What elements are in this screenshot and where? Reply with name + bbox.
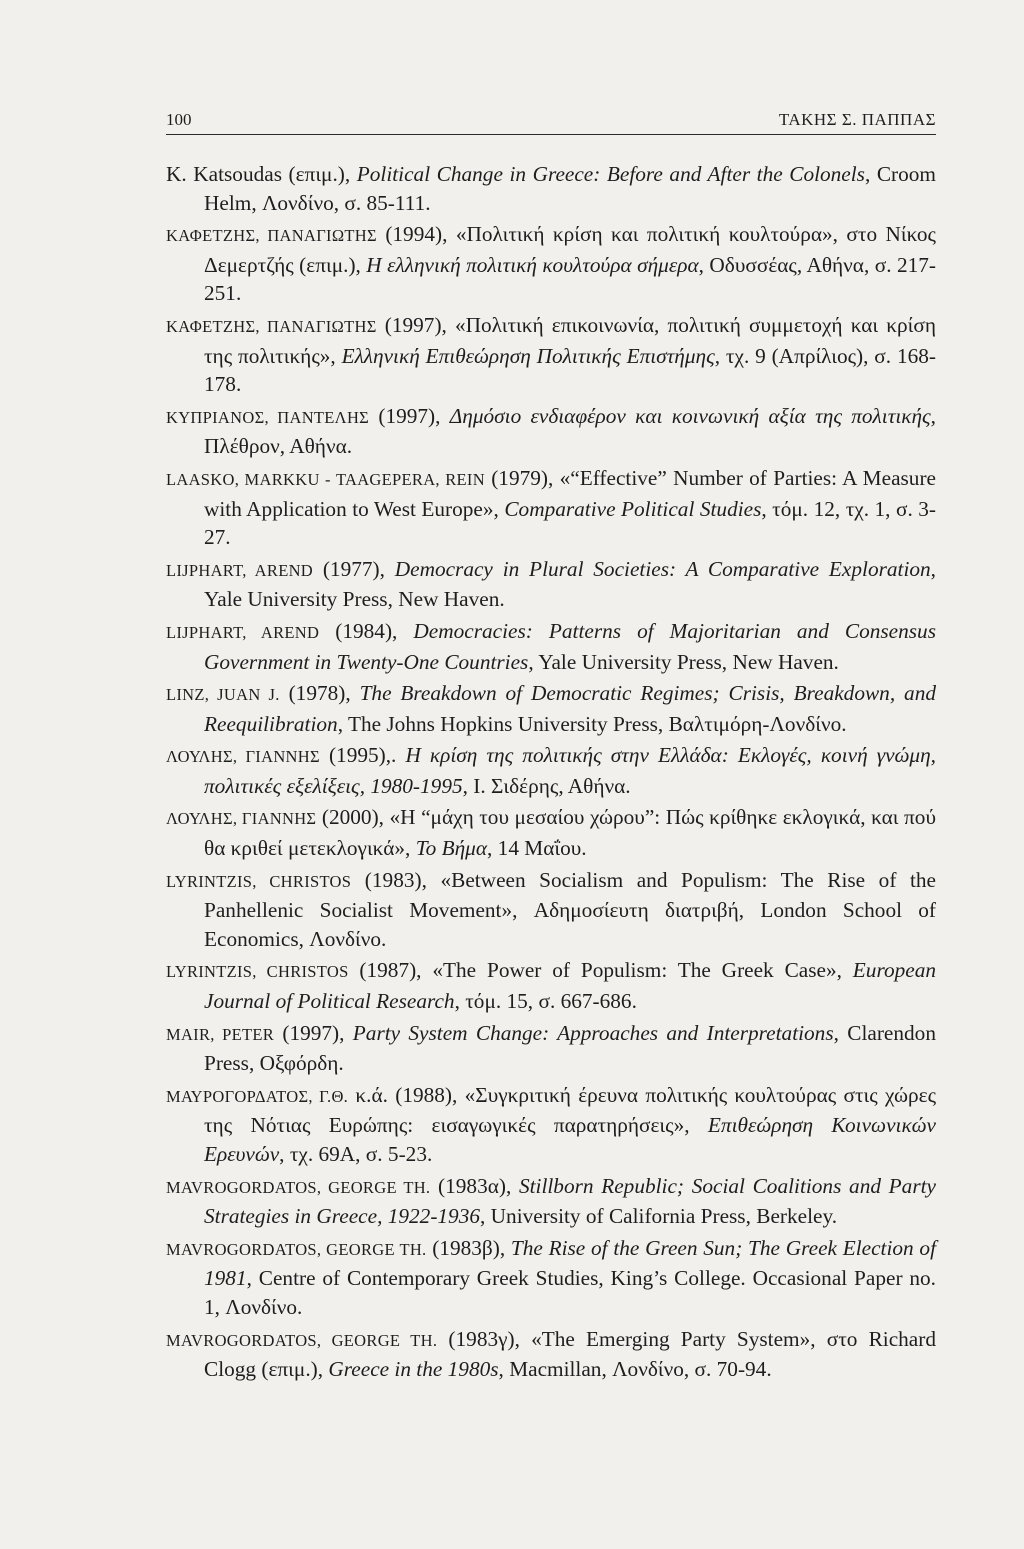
reference-text: , τόμ. 15, σ. 667-686. bbox=[454, 989, 637, 1014]
reference-text: (1997), bbox=[369, 403, 450, 428]
reference-text: , τχ. 9 (Απρίλιος), σ. 168-178. bbox=[204, 343, 936, 397]
reference-title: Party System Change: Approaches and Interpretations bbox=[352, 1020, 834, 1045]
reference-list bbox=[166, 160, 936, 1387]
reference-text: (1995),. bbox=[319, 743, 406, 768]
reference-text: , Ι. Σιδέρης, Αθήνα. bbox=[462, 773, 631, 798]
reference-entry bbox=[166, 741, 936, 800]
reference-entry bbox=[166, 402, 936, 461]
reference-title: Democracy in Plural Societies: A Comparative Exploration bbox=[394, 556, 931, 581]
running-title: ΤΑΚΗΣ Σ. ΠΑΠΠΑΣ bbox=[778, 110, 936, 129]
reference-text: , 14 Μαΐου. bbox=[487, 836, 587, 861]
reference-title: Democracies: Patterns of Majoritarian and Consensus Government in Twenty-One Countries bbox=[204, 618, 936, 674]
reference-text: , Οδυσσέας, Αθήνα, σ. 217-251. bbox=[204, 252, 936, 306]
reference-title: Comparative Political Studies bbox=[504, 496, 762, 521]
reference-author: ΚΥΠΡΙΑΝΟΣ, ΠΑΝΤΕΛΗΣ bbox=[166, 407, 370, 427]
reference-text: , Yale University Press, New Haven. bbox=[528, 649, 839, 674]
reference-text: (1987), «The Power of Populism: The Greek Case», bbox=[348, 958, 853, 983]
reference-text: (1983β), bbox=[426, 1235, 511, 1260]
reference-author: LAASKO, MARKKU - TAAGEPERA, REIN bbox=[166, 469, 485, 489]
reference-entry bbox=[166, 1019, 936, 1078]
reference-entry bbox=[166, 617, 936, 676]
reference-text: , τόμ. 12, τχ. 1, σ. 3-27. bbox=[204, 496, 936, 550]
reference-text: (1984), bbox=[319, 618, 414, 643]
reference-title: The Rise of the Green Sun; The Greek Election of 1981 bbox=[204, 1235, 936, 1291]
page-header bbox=[166, 104, 936, 135]
reference-entry bbox=[166, 956, 936, 1015]
reference-text: (1994), «Πολιτική κρίση και πολιτική κουλτούρα», στο Νίκος Δεμερτζής (επιμ.), bbox=[204, 222, 936, 277]
reference-entry bbox=[166, 1172, 936, 1231]
reference-title: The Breakdown of Democratic Regimes; Crisis, Breakdown, and Reequilibration bbox=[204, 681, 936, 736]
reference-author: LYRINTZIS, CHRISTOS bbox=[166, 962, 349, 982]
reference-author: LYRINTZIS, CHRISTOS bbox=[166, 871, 352, 891]
reference-title: Το Βήμα bbox=[415, 836, 488, 861]
reference-entry bbox=[166, 464, 936, 552]
reference-author: LIJPHART, AREND bbox=[166, 560, 314, 580]
reference-entry bbox=[166, 220, 936, 308]
reference-author: MAVROGORDATOS, GEORGE TH. bbox=[166, 1177, 431, 1197]
reference-text: (1997), «Πολιτική επικοινωνία, πολιτική συμμετοχή και κρίση της πολιτικής», bbox=[204, 312, 937, 368]
reference-title: Stillborn Republic; Social Coalitions and Party Strategies in Greece, 1922-1936 bbox=[204, 1173, 936, 1229]
reference-entry bbox=[166, 160, 936, 217]
reference-author: LINZ, JUAN J. bbox=[166, 685, 280, 705]
reference-author: ΛΟΥΛΗΣ, ΓΙΑΝΝΗΣ bbox=[166, 747, 320, 767]
reference-text: (1977), bbox=[313, 556, 395, 581]
reference-text: (1983), «Between Socialism and Populism: The Rise of the Panhellenic Socialist Movement», Αδημοσίευτη διατριβή, London School of Economics, Λονδίνο. bbox=[204, 867, 936, 951]
reference-title: Η ελληνική πολιτική κουλτούρα σήμερα bbox=[366, 252, 699, 277]
reference-text: (1983γ), «The Emerging Party System», στο Richard Clogg (επιμ.), bbox=[204, 1326, 936, 1382]
reference-text: κ.ά. (1988), «Συγκριτική έρευνα πολιτικής κουλτούρας στις χώρες της Νότιας Ευρώπης: εισαγωγικές παρατηρήσεις», bbox=[204, 1082, 937, 1138]
reference-title: Ελληνική Επιθεώρηση Πολιτικής Επιστήμης bbox=[341, 343, 715, 368]
reference-title: Political Change in Greece: Before and After the Colonels bbox=[356, 162, 865, 186]
reference-entry bbox=[166, 1325, 936, 1384]
reference-text: (1983α), bbox=[430, 1173, 519, 1198]
page-number: 100 bbox=[166, 110, 192, 129]
reference-text: , τχ. 69Α, σ. 5-23. bbox=[279, 1142, 433, 1166]
reference-text: , University of California Press, Berkeley. bbox=[480, 1204, 838, 1229]
reference-title: Δημόσιο ενδιαφέρον και κοινωνική αξία της πολιτικής bbox=[449, 403, 931, 428]
reference-entry bbox=[166, 866, 936, 954]
reference-title: Greece in the 1980s bbox=[328, 1357, 499, 1382]
reference-entry bbox=[166, 311, 936, 399]
reference-author: MAVROGORDATOS, GEORGE TH. bbox=[166, 1239, 427, 1259]
reference-text: , Croom Helm, Λονδίνο, σ. 85-111. bbox=[204, 162, 937, 215]
reference-author: ΚΑΦΕΤΖΗΣ, ΠΑΝΑΓΙΩΤΗΣ bbox=[166, 316, 377, 336]
reference-text: (1978), bbox=[279, 681, 360, 706]
reference-author: MAIR, PETER bbox=[166, 1024, 275, 1044]
reference-author: LIJPHART, AREND bbox=[166, 622, 320, 642]
reference-title: Επιθεώρηση Κοινωνικών Ερευνών bbox=[204, 1113, 936, 1166]
reference-text: K. Katsoudas (επιμ.), bbox=[166, 162, 357, 186]
reference-title: European Journal of Political Research bbox=[204, 958, 936, 1014]
reference-entry bbox=[166, 803, 936, 862]
reference-entry bbox=[166, 679, 936, 738]
reference-entry bbox=[166, 555, 936, 614]
reference-text: , Macmillan, Λονδίνο, σ. 70-94. bbox=[498, 1357, 772, 1382]
reference-text: , Yale University Press, New Haven. bbox=[204, 556, 936, 612]
reference-entry bbox=[166, 1234, 936, 1322]
reference-author: ΛΟΥΛΗΣ, ΓΙΑΝΝΗΣ bbox=[166, 809, 317, 829]
reference-text: (1979), «“Effective” Number of Parties: A Measure with Application to West Europe», bbox=[204, 465, 936, 521]
reference-author: ΚΑΦΕΤΖΗΣ, ΠΑΝΑΓΙΩΤΗΣ bbox=[166, 226, 377, 246]
reference-text: , Centre of Contemporary Greek Studies, King’s College. Occasional Paper no. 1, Λονδίνο. bbox=[204, 1266, 936, 1319]
reference-text: , The Johns Hopkins University Press, Βαλτιμόρη-Λονδίνο. bbox=[337, 711, 847, 736]
reference-author: ΜΑΥΡΟΓΟΡΔΑΤΟΣ, Γ.Θ. bbox=[166, 1086, 349, 1106]
reference-text: (2000), «Η “μάχη του μεσαίου χώρου”: Πώς κρίθηκε εκλογικά, και πού θα κριθεί μετεκλογικά», bbox=[204, 805, 937, 861]
reference-entry bbox=[166, 1081, 936, 1169]
reference-title: Η κρίση της πολιτικής στην Ελλάδα: Εκλογές, κοινή γνώμη, πολιτικές εξελίξεις, 1980-1995 bbox=[204, 743, 936, 798]
reference-author: MAVROGORDATOS, GEORGE TH. bbox=[166, 1330, 438, 1350]
reference-text: , Clarendon Press, Οξφόρδη. bbox=[204, 1020, 936, 1076]
reference-text: , Πλέθρον, Αθήνα. bbox=[204, 403, 936, 459]
reference-text: (1997), bbox=[274, 1020, 353, 1045]
